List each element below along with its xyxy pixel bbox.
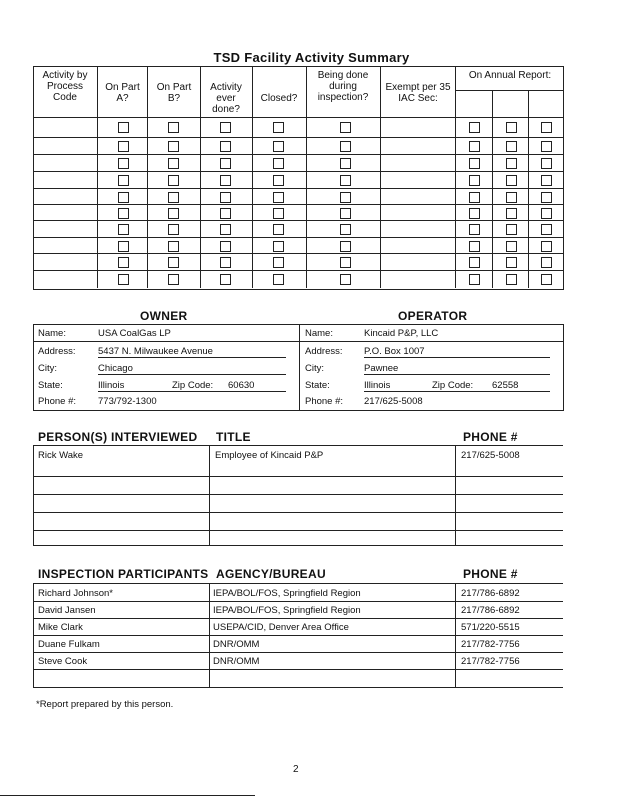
operator-name-label: Name: [305, 328, 333, 339]
operator-phone-label: Phone #: [305, 396, 344, 407]
activity-checkbox[interactable] [273, 122, 284, 133]
activity-checkbox[interactable] [506, 158, 517, 169]
activity-checkbox[interactable] [220, 158, 231, 169]
activity-checkbox[interactable] [469, 192, 480, 203]
activity-summary-title: TSD Facility Activity Summary [213, 50, 410, 65]
activity-checkbox[interactable] [541, 192, 552, 203]
operator-city: Pawnee [364, 363, 399, 374]
header-exempt: Exempt per 35 IAC Sec: [385, 82, 451, 104]
activity-checkbox[interactable] [220, 175, 231, 186]
participant-name: David Jansen [38, 605, 96, 616]
activity-checkbox[interactable] [168, 208, 179, 219]
participant-agency: USEPA/CID, Denver Area Office [213, 622, 349, 633]
owner-phone: 773/792-1300 [98, 396, 157, 407]
activity-checkbox[interactable] [273, 224, 284, 235]
activity-checkbox[interactable] [273, 208, 284, 219]
activity-checkbox[interactable] [220, 274, 231, 285]
activity-checkbox[interactable] [168, 122, 179, 133]
activity-checkbox[interactable] [118, 122, 129, 133]
participant-agency: IEPA/BOL/FOS, Springfield Region [213, 588, 361, 599]
activity-checkbox[interactable] [168, 224, 179, 235]
activity-checkbox[interactable] [469, 175, 480, 186]
owner-phone-label: Phone #: [38, 396, 77, 407]
participant-phone: 217/782-7756 [461, 656, 520, 667]
activity-checkbox[interactable] [506, 141, 517, 152]
header-activity-code: Activity by Process Code [42, 70, 88, 103]
participant-agency: IEPA/BOL/FOS, Springfield Region [213, 605, 361, 616]
activity-checkbox[interactable] [340, 192, 351, 203]
activity-checkbox[interactable] [168, 175, 179, 186]
owner-name-label: Name: [38, 328, 66, 339]
activity-checkbox[interactable] [220, 224, 231, 235]
participant-name: Mike Clark [38, 622, 83, 633]
activity-checkbox[interactable] [506, 208, 517, 219]
activity-checkbox[interactable] [541, 141, 552, 152]
participant-phone: 571/220-5515 [461, 622, 520, 633]
activity-checkbox[interactable] [273, 192, 284, 203]
participant-phone: 217/782-7756 [461, 639, 520, 650]
activity-checkbox[interactable] [168, 158, 179, 169]
activity-checkbox[interactable] [273, 158, 284, 169]
activity-checkbox[interactable] [541, 208, 552, 219]
owner-name: USA CoalGas LP [98, 328, 171, 339]
participant-phone: 217/786-6892 [461, 588, 520, 599]
activity-checkbox[interactable] [118, 241, 129, 252]
activity-checkbox[interactable] [541, 224, 552, 235]
activity-checkbox[interactable] [541, 158, 552, 169]
owner-zip: 60630 [228, 380, 255, 391]
activity-checkbox[interactable] [220, 192, 231, 203]
activity-checkbox[interactable] [506, 274, 517, 285]
participant-name: Duane Fulkam [38, 639, 100, 650]
owner-city-label: City: [38, 363, 57, 374]
activity-checkbox[interactable] [118, 257, 129, 268]
interviewed-name: Rick Wake [38, 450, 84, 461]
activity-checkbox[interactable] [340, 274, 351, 285]
operator-name: Kincaid P&P, LLC [364, 328, 439, 339]
activity-checkbox[interactable] [118, 274, 129, 285]
activity-checkbox[interactable] [340, 175, 351, 186]
activity-checkbox[interactable] [220, 257, 231, 268]
footer-rule [0, 795, 255, 796]
activity-checkbox[interactable] [469, 224, 480, 235]
participant-agency: DNR/OMM [213, 656, 260, 667]
activity-checkbox[interactable] [506, 192, 517, 203]
interviewed-title-heading: TITLE [216, 430, 251, 444]
header-activity-ever-done: Activity ever done? [210, 82, 242, 115]
activity-checkbox[interactable] [340, 141, 351, 152]
activity-checkbox[interactable] [541, 257, 552, 268]
activity-checkbox[interactable] [118, 224, 129, 235]
activity-checkbox[interactable] [340, 208, 351, 219]
interviewed-phone-heading: PHONE # [463, 430, 518, 444]
activity-checkbox[interactable] [220, 241, 231, 252]
activity-checkbox[interactable] [168, 241, 179, 252]
activity-checkbox[interactable] [118, 192, 129, 203]
activity-checkbox[interactable] [541, 122, 552, 133]
interviewed-phone: 217/625-5008 [461, 450, 520, 461]
operator-state-label: State: [305, 380, 330, 391]
owner-address: 5437 N. Milwaukee Avenue [98, 346, 213, 357]
activity-checkbox[interactable] [469, 208, 480, 219]
activity-checkbox[interactable] [118, 175, 129, 186]
activity-checkbox[interactable] [273, 241, 284, 252]
activity-checkbox[interactable] [118, 141, 129, 152]
activity-checkbox[interactable] [469, 241, 480, 252]
activity-checkbox[interactable] [506, 175, 517, 186]
owner-heading: OWNER [140, 309, 188, 323]
interviewed-title: Employee of Kincaid P&P [215, 450, 324, 461]
owner-state-label: State: [38, 380, 63, 391]
header-closed: Closed? [260, 93, 298, 104]
operator-address-label: Address: [305, 346, 343, 357]
activity-checkbox[interactable] [118, 208, 129, 219]
activity-checkbox[interactable] [168, 141, 179, 152]
participant-name: Steve Cook [38, 656, 88, 667]
activity-checkbox[interactable] [220, 208, 231, 219]
participant-agency: DNR/OMM [213, 639, 260, 650]
activity-checkbox[interactable] [273, 274, 284, 285]
page-number: 2 [293, 764, 299, 775]
operator-zip-label: Zip Code: [432, 380, 474, 391]
activity-checkbox[interactable] [469, 122, 480, 133]
participants-phone-heading: PHONE # [463, 567, 518, 581]
activity-checkbox[interactable] [340, 122, 351, 133]
participants-agency-heading: AGENCY/BUREAU [216, 567, 326, 581]
activity-checkbox[interactable] [340, 257, 351, 268]
header-being-done: Being done during inspection? [317, 70, 369, 103]
operator-heading: OPERATOR [398, 309, 468, 323]
activity-checkbox[interactable] [168, 192, 179, 203]
participants-heading: INSPECTION PARTICIPANTS [38, 567, 209, 581]
participant-name: Richard Johnson* [38, 588, 113, 599]
activity-checkbox[interactable] [168, 257, 179, 268]
header-on-part-a: On Part A? [105, 82, 140, 104]
activity-checkbox[interactable] [340, 158, 351, 169]
activity-checkbox[interactable] [469, 141, 480, 152]
activity-checkbox[interactable] [469, 274, 480, 285]
participant-phone: 217/786-6892 [461, 605, 520, 616]
activity-checkbox[interactable] [541, 274, 552, 285]
owner-zip-label: Zip Code: [172, 380, 214, 391]
header-on-part-b: On Part B? [156, 82, 192, 104]
activity-checkbox[interactable] [469, 257, 480, 268]
activity-checkbox[interactable] [506, 241, 517, 252]
activity-checkbox[interactable] [273, 141, 284, 152]
interviewed-heading: PERSON(S) INTERVIEWED [38, 430, 198, 444]
owner-city: Chicago [98, 363, 133, 374]
operator-zip: 62558 [492, 380, 519, 391]
activity-checkbox[interactable] [506, 122, 517, 133]
activity-checkbox[interactable] [220, 141, 231, 152]
activity-checkbox[interactable] [118, 158, 129, 169]
operator-state: Illinois [364, 380, 391, 391]
owner-state: Illinois [98, 380, 125, 391]
activity-checkbox[interactable] [541, 175, 552, 186]
activity-checkbox[interactable] [340, 224, 351, 235]
operator-address: P.O. Box 1007 [364, 346, 425, 357]
activity-checkbox[interactable] [469, 158, 480, 169]
header-on-annual-report: On Annual Report: [468, 70, 552, 81]
activity-checkbox[interactable] [273, 257, 284, 268]
activity-checkbox[interactable] [220, 122, 231, 133]
activity-checkbox[interactable] [168, 274, 179, 285]
activity-checkbox[interactable] [340, 241, 351, 252]
operator-phone: 217/625-5008 [364, 396, 423, 407]
activity-checkbox[interactable] [273, 175, 284, 186]
owner-address-label: Address: [38, 346, 76, 357]
activity-checkbox[interactable] [541, 241, 552, 252]
operator-city-label: City: [305, 363, 324, 374]
activity-checkbox[interactable] [506, 257, 517, 268]
footnote: *Report prepared by this person. [36, 699, 174, 710]
activity-checkbox[interactable] [506, 224, 517, 235]
